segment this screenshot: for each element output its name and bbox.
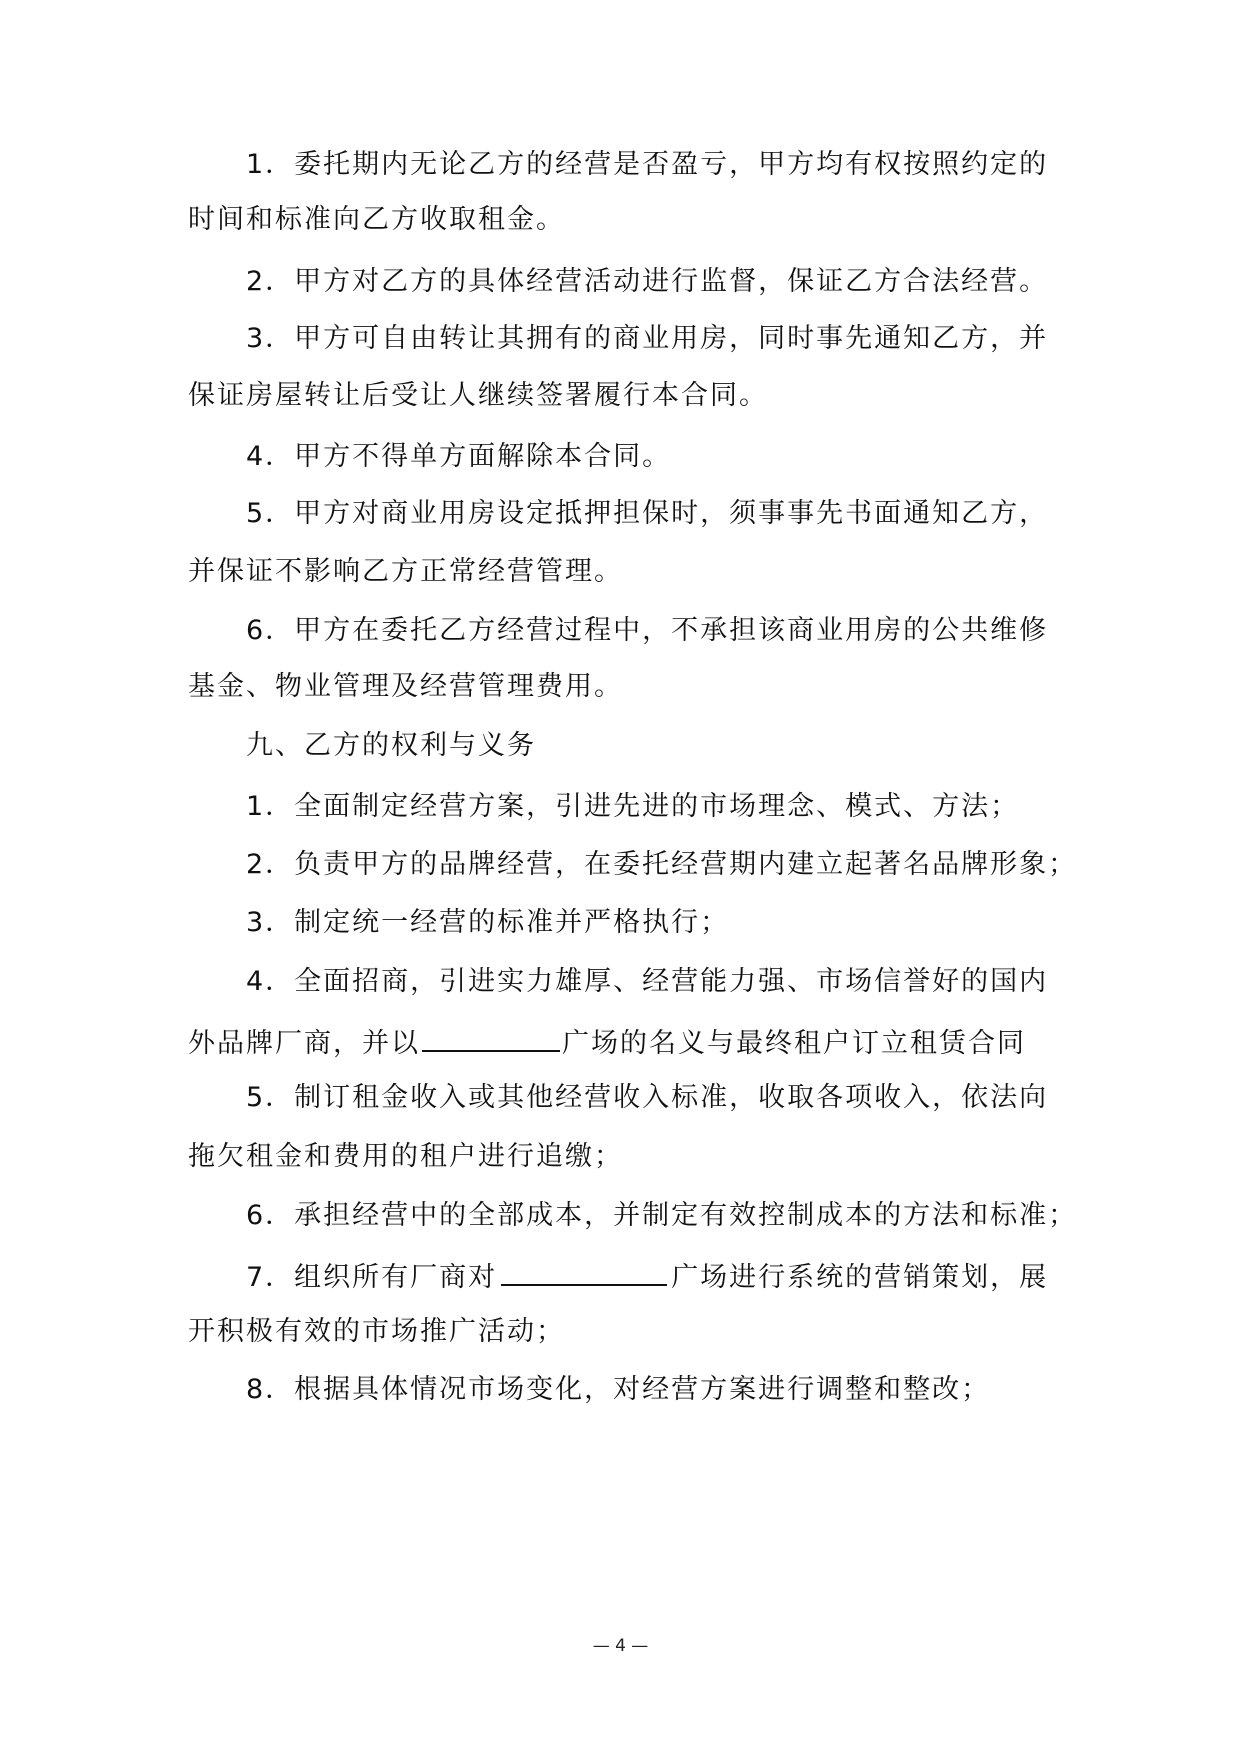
clause-9-5-line-2: 拖欠租金和费用的租户进行追缴； bbox=[188, 1141, 623, 1172]
clause-9-6: 6．承担经营中的全部成本，并制定有效控制成本的方法和标准； bbox=[246, 1200, 1078, 1231]
section-9-heading: 九、乙方的权利与义务 bbox=[246, 730, 536, 761]
clause-8-3-line-2: 保证房屋转让后受让人继续签署履行本合同。 bbox=[188, 380, 768, 411]
clause-9-7-line-1 bbox=[246, 1254, 1048, 1298]
clause-8-4: 4．甲方不得单方面解除本合同。 bbox=[246, 441, 672, 472]
clause-9-4-line-1: 4．全面招商，引进实力雄厚、经营能力强、市场信誉好的国内 bbox=[246, 966, 1049, 997]
clause-8-6-line-2: 基金、物业管理及经营管理费用。 bbox=[188, 671, 623, 702]
blank-plaza-name-2 bbox=[501, 1254, 667, 1286]
clause-9-7-line-1-prefix: 7．组织所有厂商对 bbox=[246, 1262, 498, 1293]
clause-8-2: 2．甲方对乙方的具体经营活动进行监督，保证乙方合法经营。 bbox=[246, 266, 1049, 297]
clause-9-4-line-2 bbox=[188, 1020, 1026, 1064]
clause-9-8: 8．根据具体情况市场变化，对经营方案进行调整和整改； bbox=[246, 1374, 991, 1405]
clause-9-4-line-2-prefix: 外品牌厂商，并以 bbox=[188, 1028, 420, 1059]
clause-9-5-line-1: 5．制订租金收入或其他经营收入标准，收取各项收入，依法向 bbox=[246, 1082, 1049, 1113]
clause-8-5-line-1: 5．甲方对商业用房设定抵押担保时，须事事先书面通知乙方， bbox=[246, 498, 1049, 529]
clause-9-4-line-2-suffix: 广场的名义与最终租户订立租赁合同 bbox=[562, 1028, 1026, 1059]
clause-9-2: 2．负责甲方的品牌经营，在委托经营期内建立起著名品牌形象； bbox=[246, 849, 1078, 880]
clause-8-6-line-1: 6．甲方在委托乙方经营过程中，不承担该商业用房的公共维修 bbox=[246, 615, 1049, 646]
page-number: — 4 — bbox=[592, 1636, 649, 1656]
clause-8-5-line-2: 并保证不影响乙方正常经营管理。 bbox=[188, 556, 623, 587]
clause-8-1-line-2: 时间和标准向乙方收取租金。 bbox=[188, 204, 565, 235]
clause-9-7-line-2: 开积极有效的市场推广活动； bbox=[188, 1316, 565, 1347]
clause-9-1: 1．全面制定经营方案，引进先进的市场理念、模式、方法； bbox=[246, 791, 1020, 822]
clause-8-3-line-1: 3．甲方可自由转让其拥有的商业用房，同时事先通知乙方，并 bbox=[246, 323, 1049, 354]
clause-8-1-line-1: 1．委托期内无论乙方的经营是否盈亏，甲方均有权按照约定的 bbox=[246, 149, 1049, 180]
clause-9-3: 3．制定统一经营的标准并严格执行； bbox=[246, 907, 730, 938]
clause-9-7-line-1-suffix: 广场进行系统的营销策划，展 bbox=[671, 1262, 1049, 1293]
blank-plaza-name-1 bbox=[422, 1020, 560, 1052]
